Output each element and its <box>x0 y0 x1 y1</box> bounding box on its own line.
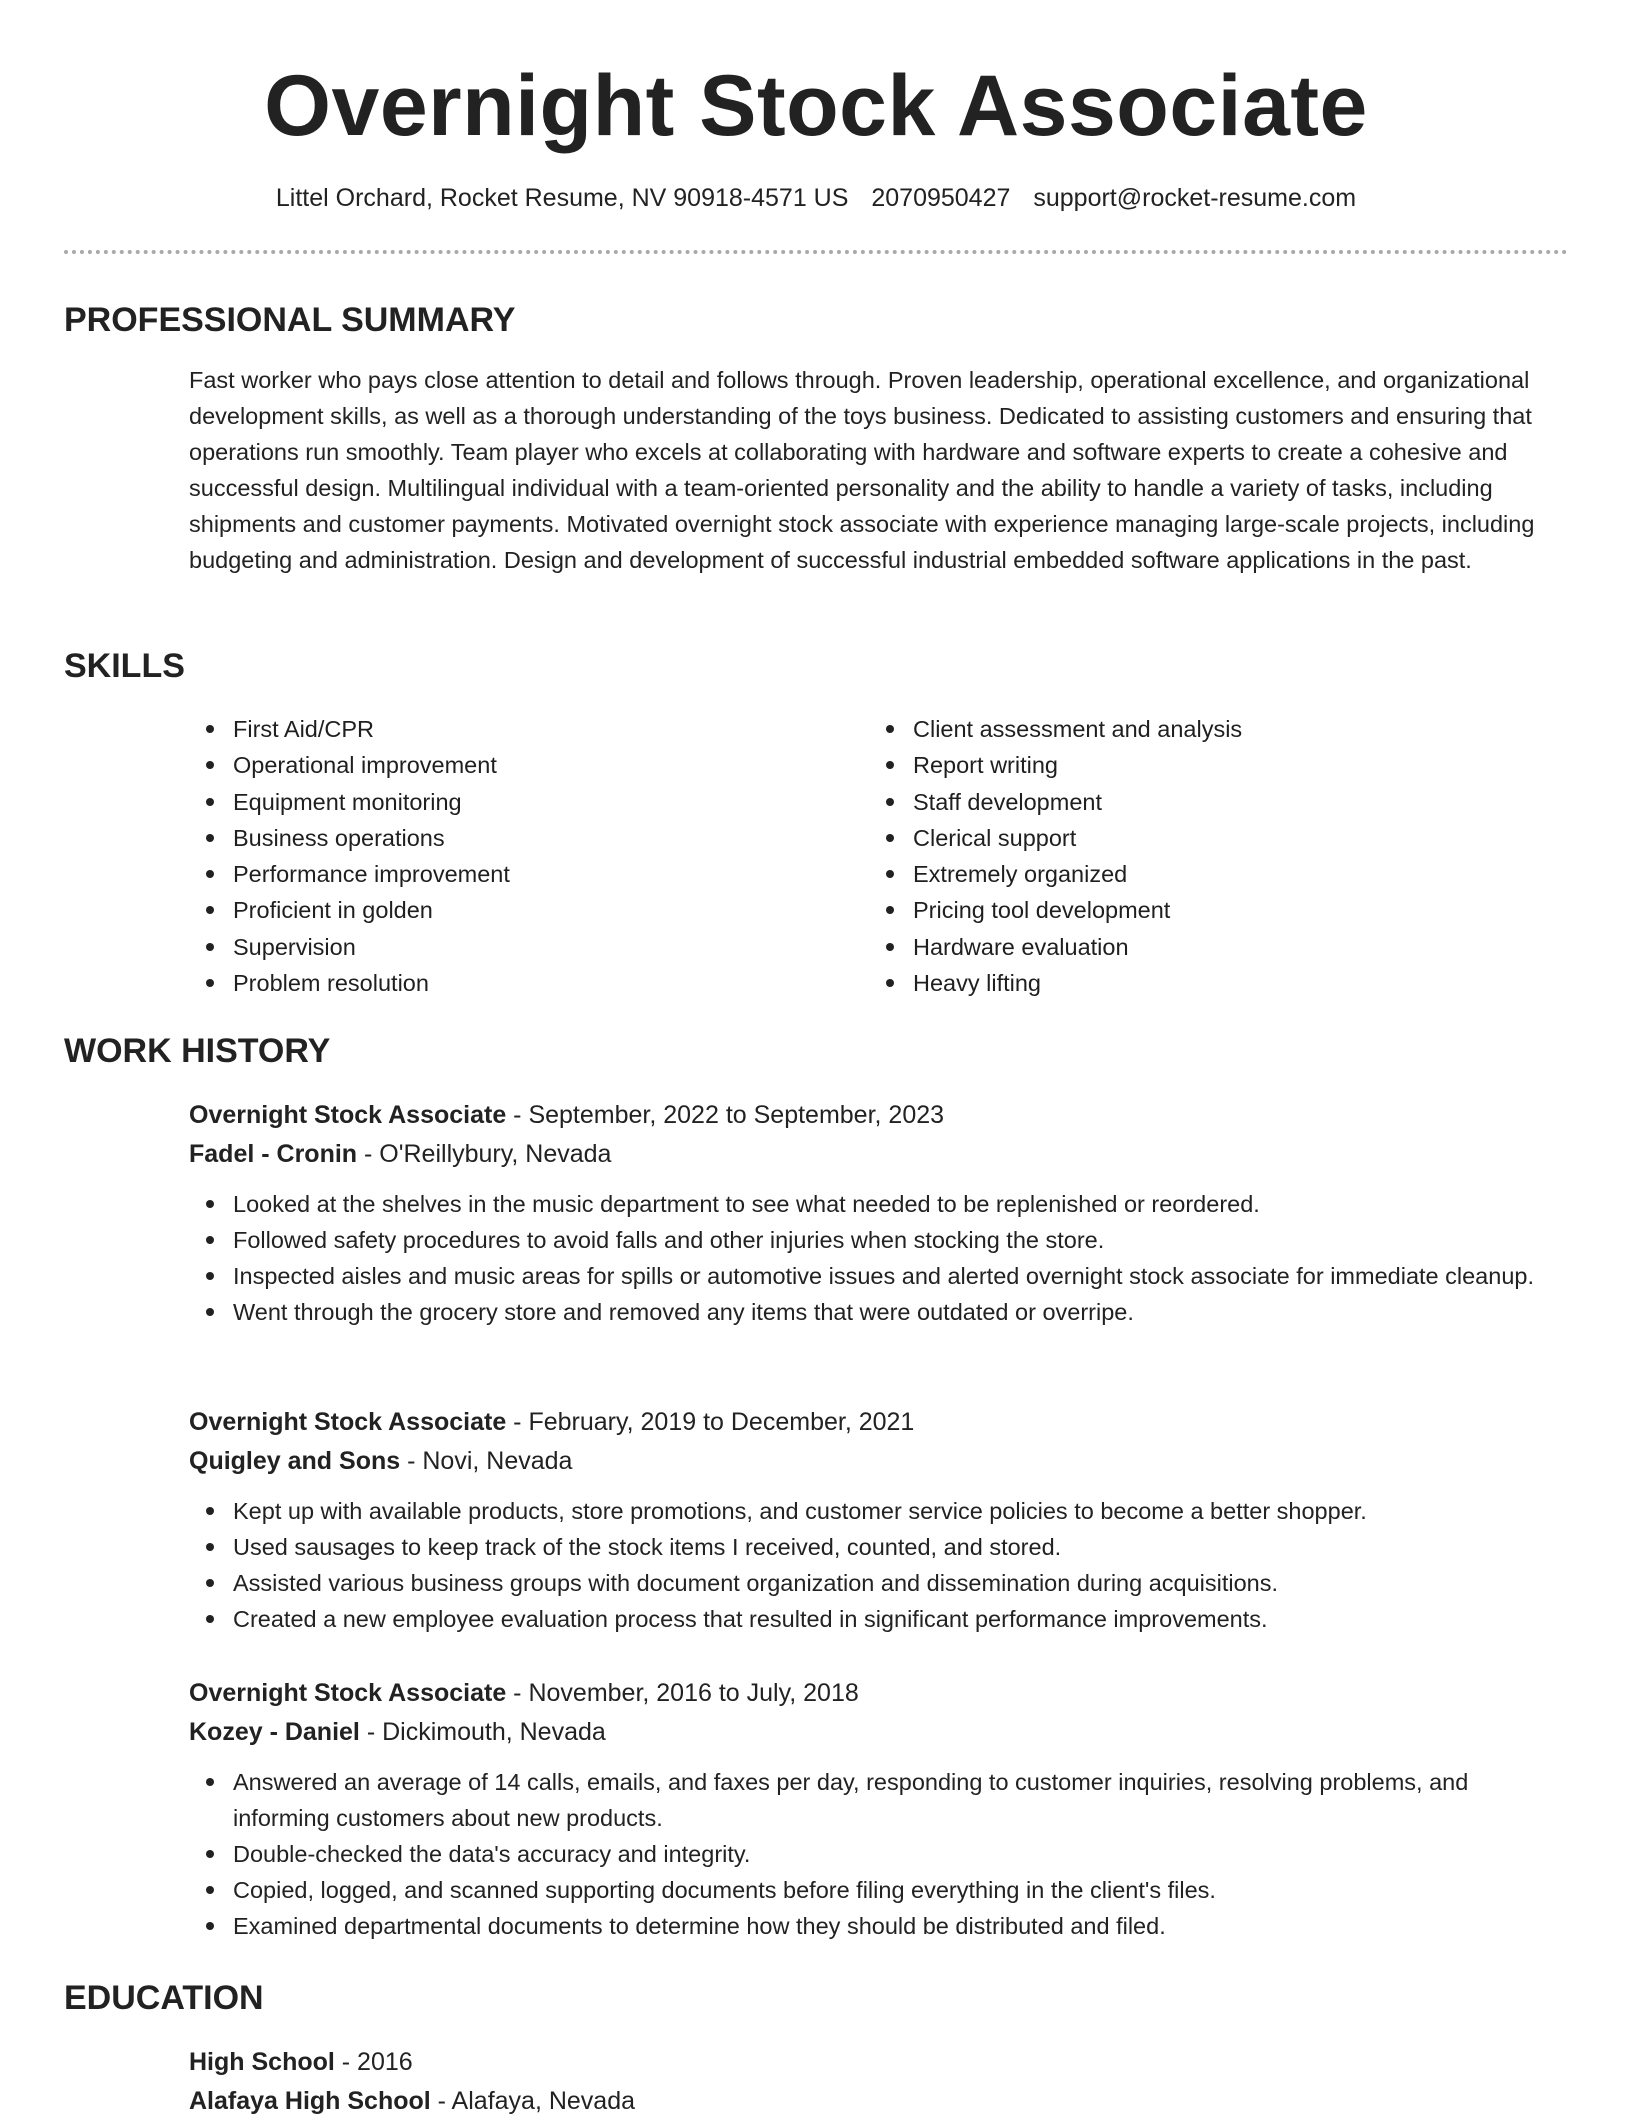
job-bullet: Inspected aisles and music areas for spills or automotive issues and alerted overnight stock associate for immediate cleanup. <box>189 1258 1569 1294</box>
skill-item: Problem resolution <box>189 965 829 1001</box>
job-title-line <box>189 1403 1569 1441</box>
job-dates: - February, 2019 to December, 2021 <box>506 1408 915 1436</box>
job-entry <box>189 1096 1569 1330</box>
skill-item: Hardware evaluation <box>869 929 1509 965</box>
skill-item: Client assessment and analysis <box>869 711 1509 747</box>
job-bullet: Went through the grocery store and removed any items that were outdated or overripe. <box>189 1294 1569 1330</box>
contact-phone: 2070950427 <box>871 184 1011 212</box>
job-location: - Novi, Nevada <box>400 1447 573 1475</box>
job-company-line <box>189 1712 1569 1752</box>
job-dates: - September, 2022 to September, 2023 <box>506 1101 945 1129</box>
education-school: Alafaya High School <box>189 2087 431 2115</box>
job-title-line <box>189 1674 1569 1712</box>
skill-item: Business operations <box>189 820 829 856</box>
skills-list-right <box>869 711 1509 1001</box>
job-bullet: Kept up with available products, store promotions, and customer service policies to become a better shopper. <box>189 1493 1569 1529</box>
job-bullet: Answered an average of 14 calls, emails, and faxes per day, responding to customer inquiries, resolving problems, and informing customers about new products. <box>189 1764 1569 1836</box>
contact-email: support@rocket-resume.com <box>1033 184 1357 212</box>
job-bullets <box>189 1186 1569 1330</box>
skill-item: Pricing tool development <box>869 892 1509 928</box>
skill-item: Performance improvement <box>189 856 829 892</box>
job-bullet: Used sausages to keep track of the stock items I received, counted, and stored. <box>189 1529 1569 1565</box>
job-entry <box>189 1674 1569 1944</box>
education-school-line <box>189 2081 1569 2121</box>
job-bullet: Double-checked the data's accuracy and integrity. <box>189 1836 1569 1872</box>
summary-block <box>189 362 1569 578</box>
summary-text: Fast worker who pays close attention to detail and follows through. Proven leadership, operational excellence, and organizational development skills, as well as a thorough understanding of the toys business. Dedicated to assisting customers and ensuring that operations run smoothly. Team player who excels at collaborating with hardware and software experts to create a cohesive and successful design. Multilingual individual with a team-oriented personality and the ability to handle a variety of tasks, including shipments and customer payments. Motivated overnight stock associate with experience managing large-scale projects, including budgeting and administration. Design and development of successful industrial embedded software applications in the past. <box>189 367 1535 573</box>
job-bullet: Created a new employee evaluation process that resulted in significant performance improvements. <box>189 1601 1569 1637</box>
skill-item: Report writing <box>869 747 1509 783</box>
skill-item: Staff development <box>869 784 1509 820</box>
job-location: - Dickimouth, Nevada <box>359 1718 606 1746</box>
skill-item: Clerical support <box>869 820 1509 856</box>
job-entry <box>189 1403 1569 1637</box>
job-title: Overnight Stock Associate <box>189 1101 507 1129</box>
section-title-education: EDUCATION <box>64 1979 264 2017</box>
resume-name: Overnight Stock Associate <box>264 58 1368 154</box>
education-year: - 2016 <box>334 2048 413 2076</box>
job-company-line <box>189 1441 1569 1481</box>
education-degree: High School <box>189 2048 335 2076</box>
contact-address: Littel Orchard, Rocket Resume, NV 90918-4571 US <box>275 184 849 212</box>
education-location: - Alafaya, Nevada <box>430 2087 636 2115</box>
skill-item: Proficient in golden <box>189 892 829 928</box>
skill-item: Supervision <box>189 929 829 965</box>
education-degree-line <box>189 2043 1569 2081</box>
skill-item: First Aid/CPR <box>189 711 829 747</box>
header-divider <box>64 250 1568 254</box>
job-company-line <box>189 1134 1569 1174</box>
job-bullet: Followed safety procedures to avoid falls and other injuries when stocking the store. <box>189 1222 1569 1258</box>
section-title-summary: PROFESSIONAL SUMMARY <box>64 301 516 339</box>
job-company: Quigley and Sons <box>189 1447 401 1475</box>
job-company: Fadel - Cronin <box>189 1140 358 1168</box>
job-title: Overnight Stock Associate <box>189 1408 507 1436</box>
contact-line <box>0 180 1632 216</box>
skill-item: Equipment monitoring <box>189 784 829 820</box>
job-bullet: Assisted various business groups with document organization and dissemination during acquisitions. <box>189 1565 1569 1601</box>
job-bullets <box>189 1493 1569 1637</box>
job-title: Overnight Stock Associate <box>189 1679 507 1707</box>
job-bullet: Copied, logged, and scanned supporting documents before filing everything in the client's files. <box>189 1872 1569 1908</box>
section-title-skills: SKILLS <box>64 647 185 685</box>
job-location: - O'Reillybury, Nevada <box>357 1140 612 1168</box>
job-company: Kozey - Daniel <box>189 1718 360 1746</box>
education-entry <box>189 2043 1569 2121</box>
job-dates: - November, 2016 to July, 2018 <box>506 1679 859 1707</box>
skill-item: Heavy lifting <box>869 965 1509 1001</box>
job-title-line <box>189 1096 1569 1134</box>
skill-item: Extremely organized <box>869 856 1509 892</box>
skill-item: Operational improvement <box>189 747 829 783</box>
job-bullets <box>189 1764 1569 1944</box>
job-bullet: Examined departmental documents to determine how they should be distributed and filed. <box>189 1908 1569 1944</box>
skills-list-left <box>189 711 829 1001</box>
section-title-work: WORK HISTORY <box>64 1032 331 1070</box>
job-bullet: Looked at the shelves in the music department to see what needed to be replenished or reordered. <box>189 1186 1569 1222</box>
